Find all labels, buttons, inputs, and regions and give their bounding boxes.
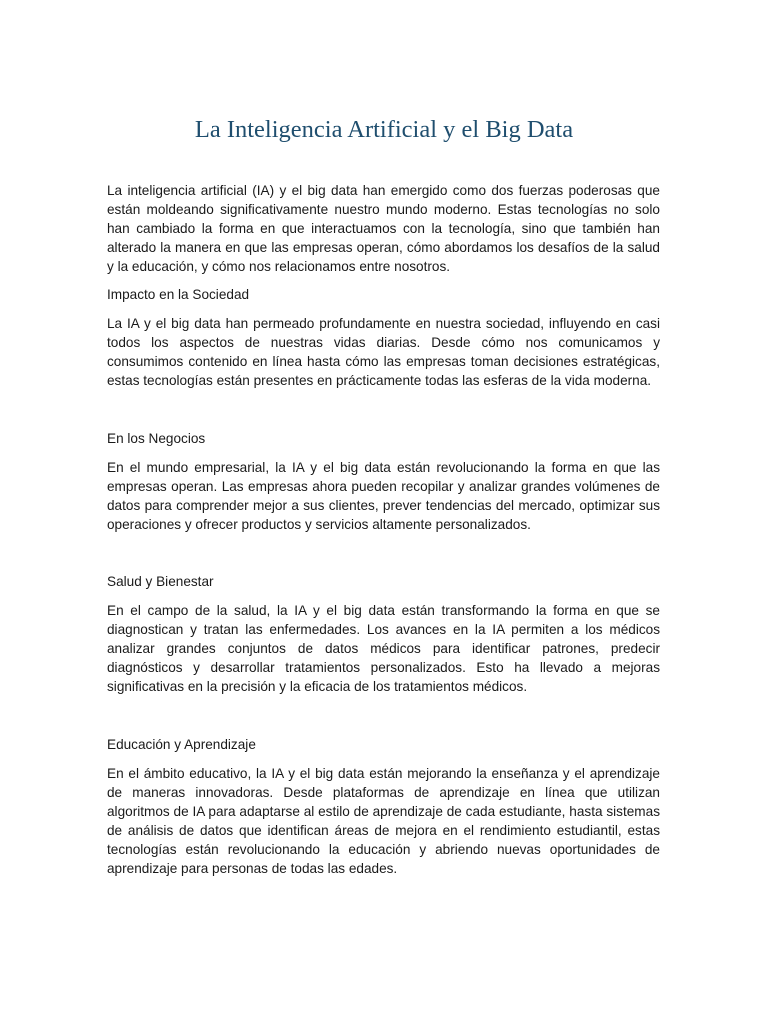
section-body-negocios: En el mundo empresarial, la IA y el big data están revolucionando la forma en que las empresas operan. Las empresas ahora pueden recopilar y analizar grandes volúmenes de datos para comprender mejor a sus clientes, prever tendencias del mercado, optimizar sus operaciones y ofrecer productos y servicios altamente personalizados.: [107, 460, 660, 532]
section-heading-salud: Salud y Bienestar: [107, 574, 214, 589]
intro-paragraph: La inteligencia artificial (IA) y el big data han emergido como dos fuerzas poderosas que están moldeando significativamente nuestro mundo moderno. Estas tecnologías no solo han cambiado la forma en que interactuamos con la tecnología, sino que también han alterado la manera en que las empresas operan, cómo abordamos los desafíos de la salud y la educación, y cómo nos relacionamos entre nosotros.: [107, 183, 660, 274]
document-title: La Inteligencia Artificial y el Big Data: [194, 116, 574, 143]
section-heading-impacto: Impacto en la Sociedad: [107, 287, 250, 302]
section-body-impacto: La IA y el big data han permeado profundamente en nuestra sociedad, influyendo en casi todos los aspectos de nuestras vidas diarias. Desde cómo nos comunicamos y consumimos contenido en línea hasta cómo las empresas toman decisiones estratégicas, estas tecnologías están presentes en prácticamente todas las esferas de la vida moderna.: [107, 316, 660, 388]
section-body-salud: En el campo de la salud, la IA y el big data están transformando la forma en que se diagnostican y tratan las enfermedades. Los avances en la IA permiten a los médicos analizar grandes conjuntos de datos médicos para identificar patrones, predecir diagnósticos y desarrollar tratamientos personalizados. Esto ha llevado a mejoras significativas en la precisión y la eficacia de los tratamientos médicos.: [107, 603, 660, 694]
section-heading-negocios: En los Negocios: [107, 431, 206, 446]
section-heading-educacion: Educación y Aprendizaje: [107, 737, 256, 752]
section-body-educacion: En el ámbito educativo, la IA y el big data están mejorando la enseñanza y el aprendizaje de maneras innovadoras. Desde plataformas de aprendizaje en línea que utilizan algoritmos de IA para adaptarse al estilo de aprendizaje de cada estudiante, hasta sistemas de análisis de datos que identifican áreas de mejora en el rendimiento estudiantil, estas tecnologías están revolucionando la educación y abriendo nuevas oportunidades de aprendizaje para personas de todas las edades.: [107, 766, 660, 876]
